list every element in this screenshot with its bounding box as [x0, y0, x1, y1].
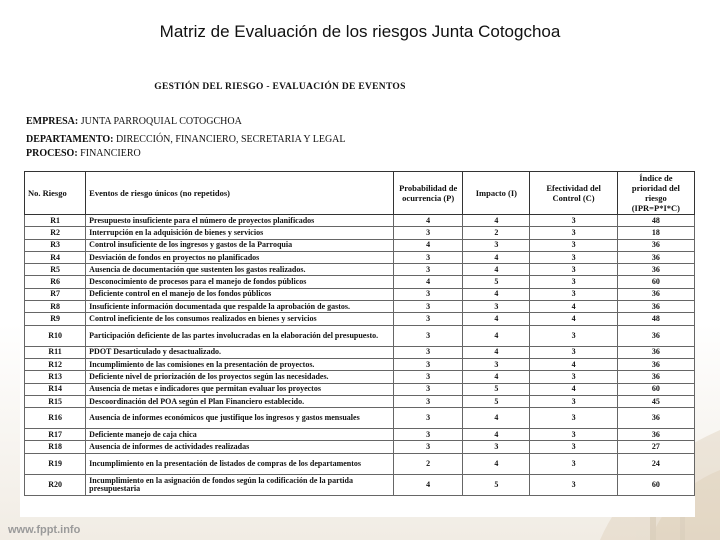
- impact-cell: 4: [463, 288, 530, 300]
- probability-cell: 3: [394, 313, 463, 325]
- event-cell: Desconocimiento de procesos para el manejo de fondos públicos: [86, 276, 394, 288]
- probability-cell: 4: [394, 239, 463, 251]
- table-header-row: [25, 172, 695, 215]
- control-effectiveness-cell: 3: [530, 288, 617, 300]
- table-row: [25, 453, 695, 474]
- risk-id-cell: R2: [25, 227, 86, 239]
- ipr-cell: 36: [617, 288, 694, 300]
- risk-id-cell: R16: [25, 408, 86, 429]
- event-cell: Ausencia de informes económicos que justifique los ingresos y gastos mensuales: [86, 408, 394, 429]
- proceso-label: PROCESO:: [26, 148, 78, 159]
- document-image: [20, 62, 695, 517]
- probability-cell: 3: [394, 227, 463, 239]
- ipr-cell: 48: [617, 313, 694, 325]
- control-effectiveness-cell: 4: [530, 313, 617, 325]
- impact-cell: 3: [463, 301, 530, 313]
- table-row: [25, 215, 695, 227]
- ipr-cell: 36: [617, 371, 694, 383]
- risk-id-cell: R18: [25, 441, 86, 453]
- probability-cell: 3: [394, 408, 463, 429]
- control-effectiveness-cell: 3: [530, 239, 617, 251]
- impact-cell: 4: [463, 251, 530, 263]
- event-cell: Insuficiente información documentada que respalde la aprobación de gastos.: [86, 301, 394, 313]
- control-effectiveness-cell: 4: [530, 358, 617, 370]
- probability-cell: 4: [394, 474, 463, 495]
- impact-cell: 5: [463, 276, 530, 288]
- risk-id-cell: R8: [25, 301, 86, 313]
- event-cell: Descoordinación del POA según el Plan Financiero establecido.: [86, 395, 394, 407]
- probability-cell: 3: [394, 251, 463, 263]
- event-cell: Incumplimiento en la presentación de listados de compras de los departamentos: [86, 453, 394, 474]
- table-row: [25, 358, 695, 370]
- control-effectiveness-cell: 3: [530, 251, 617, 263]
- table-row: [25, 346, 695, 358]
- table-row: [25, 288, 695, 300]
- impact-cell: 5: [463, 474, 530, 495]
- empresa-label: EMPRESA:: [26, 116, 79, 127]
- empresa-value: JUNTA PARROQUIAL COTOGCHOA: [80, 116, 242, 127]
- event-cell: Deficiente control en el manejo de los fondos públicos: [86, 288, 394, 300]
- event-cell: Participación deficiente de las partes involucradas en la elaboración del presupuesto.: [86, 325, 394, 346]
- risk-id-cell: R17: [25, 429, 86, 441]
- risk-id-cell: R14: [25, 383, 86, 395]
- risk-id-cell: R10: [25, 325, 86, 346]
- control-effectiveness-cell: 3: [530, 371, 617, 383]
- slide-title: Matriz de Evaluación de los riesgos Junta Cotogchoa: [159, 22, 561, 41]
- table-row: [25, 395, 695, 407]
- risk-id-cell: R11: [25, 346, 86, 358]
- control-effectiveness-cell: 3: [530, 474, 617, 495]
- table-row: [25, 239, 695, 251]
- ipr-cell: 36: [617, 239, 694, 251]
- table-row: [25, 408, 695, 429]
- empresa-line: [26, 116, 242, 127]
- event-cell: Presupuesto insuficiente para el número de proyectos planificados: [86, 215, 394, 227]
- probability-cell: 4: [394, 276, 463, 288]
- impact-cell: 3: [463, 239, 530, 251]
- impact-cell: 4: [463, 346, 530, 358]
- header-efectividad: Efectividad del Control (C): [530, 172, 617, 215]
- event-cell: Desviación de fondos en proyectos no planificados: [86, 251, 394, 263]
- ipr-cell: 36: [617, 429, 694, 441]
- control-effectiveness-cell: 3: [530, 215, 617, 227]
- impact-cell: 4: [463, 325, 530, 346]
- control-effectiveness-cell: 3: [530, 441, 617, 453]
- probability-cell: 3: [394, 371, 463, 383]
- probability-cell: 3: [394, 325, 463, 346]
- control-effectiveness-cell: 3: [530, 429, 617, 441]
- table-row: [25, 313, 695, 325]
- event-cell: Control ineficiente de los consumos realizados en bienes y servicios: [86, 313, 394, 325]
- impact-cell: 5: [463, 383, 530, 395]
- event-cell: Interrupción en la adquisición de bienes y servicios: [86, 227, 394, 239]
- ipr-cell: 27: [617, 441, 694, 453]
- impact-cell: 3: [463, 441, 530, 453]
- risk-evaluation-table: [24, 171, 695, 496]
- proceso-line: [26, 148, 141, 159]
- event-cell: Ausencia de documentación que sustenten los gastos realizados.: [86, 264, 394, 276]
- table-row: [25, 264, 695, 276]
- table-row: [25, 474, 695, 495]
- probability-cell: 3: [394, 383, 463, 395]
- risk-id-cell: R5: [25, 264, 86, 276]
- header-ipr: Índice de prioridad del riesgo (IPR=P*I*C): [617, 172, 694, 215]
- risk-id-cell: R15: [25, 395, 86, 407]
- table-row: [25, 441, 695, 453]
- table-row: [25, 371, 695, 383]
- risk-id-cell: R20: [25, 474, 86, 495]
- ipr-cell: 18: [617, 227, 694, 239]
- event-cell: Ausencia de informes de actividades realizadas: [86, 441, 394, 453]
- ipr-cell: 45: [617, 395, 694, 407]
- control-effectiveness-cell: 3: [530, 408, 617, 429]
- event-cell: Deficiente nivel de priorización de los proyectos según las necesidades.: [86, 371, 394, 383]
- event-cell: Control insuficiente de los ingresos y gastos de la Parroquia: [86, 239, 394, 251]
- probability-cell: 3: [394, 264, 463, 276]
- proceso-value: FINANCIERO: [80, 148, 141, 159]
- ipr-cell: 36: [617, 251, 694, 263]
- ipr-cell: 24: [617, 453, 694, 474]
- ipr-cell: 36: [617, 325, 694, 346]
- probability-cell: 3: [394, 429, 463, 441]
- risk-id-cell: R3: [25, 239, 86, 251]
- impact-cell: 4: [463, 371, 530, 383]
- risk-id-cell: R12: [25, 358, 86, 370]
- ipr-cell: 36: [617, 264, 694, 276]
- control-effectiveness-cell: 4: [530, 383, 617, 395]
- probability-cell: 3: [394, 395, 463, 407]
- header-eventos: Eventos de riesgo únicos (no repetidos): [86, 172, 394, 215]
- risk-id-cell: R19: [25, 453, 86, 474]
- impact-cell: 4: [463, 453, 530, 474]
- departamento-line: [26, 134, 346, 145]
- departamento-label: DEPARTAMENTO:: [26, 134, 114, 145]
- ipr-cell: 60: [617, 383, 694, 395]
- ipr-cell: 36: [617, 408, 694, 429]
- impact-cell: 3: [463, 358, 530, 370]
- control-effectiveness-cell: 3: [530, 325, 617, 346]
- probability-cell: 2: [394, 453, 463, 474]
- probability-cell: 3: [394, 301, 463, 313]
- event-cell: Incumplimiento de las comisiones en la presentación de proyectos.: [86, 358, 394, 370]
- ipr-cell: 36: [617, 346, 694, 358]
- impact-cell: 4: [463, 264, 530, 276]
- probability-cell: 4: [394, 215, 463, 227]
- ipr-cell: 36: [617, 358, 694, 370]
- impact-cell: 4: [463, 215, 530, 227]
- impact-cell: 5: [463, 395, 530, 407]
- ipr-cell: 36: [617, 301, 694, 313]
- table-row: [25, 251, 695, 263]
- impact-cell: 4: [463, 313, 530, 325]
- table-row: [25, 383, 695, 395]
- header-no-riesgo: No. Riesgo: [25, 172, 86, 215]
- control-effectiveness-cell: 4: [530, 301, 617, 313]
- table-row: [25, 325, 695, 346]
- control-effectiveness-cell: 3: [530, 227, 617, 239]
- header-impacto: Impacto (I): [463, 172, 530, 215]
- header-probabilidad: Probabilidad de ocurrencia (P): [394, 172, 463, 215]
- control-effectiveness-cell: 3: [530, 276, 617, 288]
- ipr-cell: 48: [617, 215, 694, 227]
- table-row: [25, 227, 695, 239]
- risk-id-cell: R13: [25, 371, 86, 383]
- control-effectiveness-cell: 3: [530, 395, 617, 407]
- ipr-cell: 60: [617, 276, 694, 288]
- probability-cell: 3: [394, 441, 463, 453]
- event-cell: Ausencia de metas e indicadores que permitan evaluar los proyectos: [86, 383, 394, 395]
- probability-cell: 3: [394, 288, 463, 300]
- ipr-cell: 60: [617, 474, 694, 495]
- risk-id-cell: R7: [25, 288, 86, 300]
- control-effectiveness-cell: 3: [530, 264, 617, 276]
- event-cell: Deficiente manejo de caja chica: [86, 429, 394, 441]
- impact-cell: 4: [463, 429, 530, 441]
- risk-id-cell: R4: [25, 251, 86, 263]
- impact-cell: 4: [463, 408, 530, 429]
- risk-id-cell: R6: [25, 276, 86, 288]
- table-row: [25, 276, 695, 288]
- table-row: [25, 301, 695, 313]
- event-cell: Incumplimiento en la asignación de fondos según la codificación de la partida presupuestaria: [86, 474, 394, 495]
- impact-cell: 2: [463, 227, 530, 239]
- footer-website: www.fppt.info: [8, 524, 81, 536]
- risk-id-cell: R9: [25, 313, 86, 325]
- risk-id-cell: R1: [25, 215, 86, 227]
- table-row: [25, 429, 695, 441]
- event-cell: PDOT Desarticulado y desactualizado.: [86, 346, 394, 358]
- probability-cell: 3: [394, 346, 463, 358]
- control-effectiveness-cell: 3: [530, 453, 617, 474]
- departamento-value: DIRECCIÓN, FINANCIERO, SECRETARIA Y LEGAL: [115, 134, 346, 145]
- document-title: GESTIÓN DEL RIESGO - EVALUACIÓN DE EVENTOS: [154, 82, 406, 92]
- control-effectiveness-cell: 3: [530, 346, 617, 358]
- probability-cell: 3: [394, 358, 463, 370]
